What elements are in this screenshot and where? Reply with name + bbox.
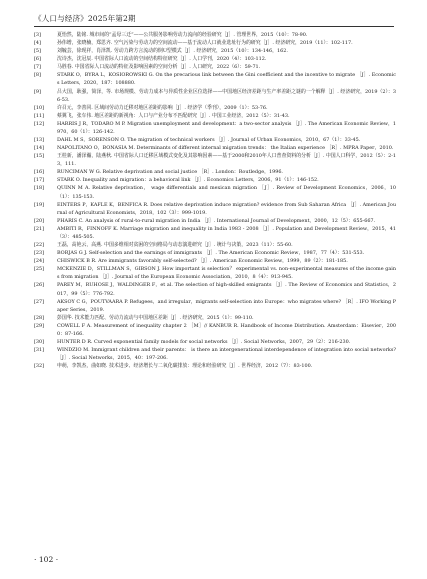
reference-number: [19] [34, 201, 45, 208]
reference-number: [4] [34, 40, 41, 47]
reference-text: HARRIS J R，TODARO M P. Migration unemployment and development：a two-sector analysis ［J］. The American Economic Review，1970，60（1）：126-142. [57, 120, 396, 135]
reference-text: QUINN M A. Relative deprivation， wage differentials and mexican migration ［J］. Review of Development Economics，2006，10（1）：135-153. [57, 185, 396, 200]
reference-text: CHISWICK B R. Are immigrants favorably self-selected? ［J］. American Economic Review，1999，89（2）：181-185. [57, 258, 348, 265]
reference-number: [27] [34, 298, 45, 305]
reference-item [34, 281, 396, 297]
reference-number: [11] [34, 112, 45, 119]
reference-number: [14] [34, 145, 45, 152]
reference-number: [3] [34, 32, 41, 38]
reference-text: 马胜春. 中国省际人口流动的特征及影响因素的空间分析［J］. 人口研究，2022（6）：59-71. [57, 64, 261, 71]
reference-number: [10] [34, 104, 45, 111]
reference-number: [8] [34, 72, 41, 79]
reference-item [34, 338, 396, 346]
reference-text: 蔡翼飞，张车伟. 地区差距的新视角：人口与产业分布不匹配研究［J］. 中国工业经济，2012（5）：31-43. [57, 112, 290, 119]
reference-item [34, 104, 396, 112]
reference-text: 夏怡然，陆铭. 城市间的“孟母三迁”——公共服务影响劳动力流向的经验研究［J］. 管理世界，2015（10）：78-90. [57, 32, 308, 38]
reference-item [34, 144, 396, 152]
reference-item [34, 55, 396, 63]
reference-text: COWELL F A. Measurement of inequality chapter 2 ［M］// KANBUR R. Handbook of Income Distribution. Amsterdam：Elsevier，2000：87-166. [57, 322, 396, 337]
reference-number: [9] [34, 88, 41, 95]
reference-item [34, 184, 396, 200]
reference-text: EINTERS P，KAFLE K，BENFICA R. Does relative deprivation induce migration? evidence from Sub Saharan Africa ［J］. American Journal of Agricultural Economists，2018，102（3）：999-1019. [57, 201, 396, 216]
reference-item [34, 176, 396, 184]
reference-item [34, 120, 396, 136]
reference-number: [32] [34, 363, 45, 370]
reference-item [34, 152, 396, 168]
running-header: 《人口与经济》2025年第2期 [34, 14, 136, 23]
reference-item [34, 47, 396, 55]
reference-number: [21] [34, 225, 45, 232]
reference-text: 王磊，高艳云，高燕. 中国多维相对贫困的空间格局与动态演进研究［J］. 统计与决策，2023（11）：55-60. [57, 242, 293, 249]
reference-text: 刘毓芸，徐现祥，肖泽凯. 劳动力跨方言流动的倒U型模式［J］. 经济研究，2015（10）：134-146，162. [57, 48, 288, 55]
reference-text: 申萌，李凯杰，曲如晓. 技术进步、经济增长与二氧化碳排放：理论和经验研究［J］. 世界经济，2012（7）：83-100. [57, 363, 313, 370]
reference-text: PAREY M，RUHOSE J，WALDINGER F，et al. The selection of high-skilled emigrants ［J］. The Review of Economics and Statistics，2017，99（5）：776-792. [57, 282, 396, 297]
reference-item [34, 225, 396, 241]
reference-text: NAPOLITANO O，BONASIA M. Determinants of different internal migration trends： the Italian experience ［R］. MPRA Paper，2010. [57, 145, 394, 152]
reference-text: 许召元，李善同. 区域间劳动力迁移对地区差距的影响［J］. 经济学（季刊），2009（1）：53-76. [57, 104, 268, 111]
reference-number: [20] [34, 217, 45, 224]
reference-item [34, 63, 396, 71]
reference-text: RUNCIMAN W G. Relative deprivation and social justice ［R］. London：Routledge，1996. [57, 169, 283, 176]
reference-text: AKSOY C G，POUTVAARA P. Refugees，and irregular，migrants self-selection into Europe：who migrates where? ［R］. IFO Working Paper Series，2019. [57, 298, 396, 313]
reference-number: [31] [34, 347, 45, 354]
reference-number: [26] [34, 282, 45, 289]
reference-text: BORJAS G J. Self-selection and the earnings of immigrants ［J］. The American Economic Review，1987，77（4）：531-553. [57, 250, 365, 257]
reference-number: [24] [34, 258, 45, 265]
reference-number: [28] [34, 314, 45, 321]
reference-item [34, 249, 396, 257]
reference-number: [7] [34, 64, 41, 71]
reference-number: [12] [34, 120, 45, 127]
reference-item [34, 241, 396, 249]
reference-item [34, 298, 396, 314]
reference-text: WINDZIO M. Immigrant children and their parents： is there an intergenerational interdependence of integration into social networks? ［J］. Social Networks，2015，40：197-206. [57, 347, 396, 362]
reference-number: [5] [34, 48, 41, 55]
reference-number: [30] [34, 338, 45, 345]
reference-number: [22] [34, 242, 45, 249]
page-number: · 102 · [34, 555, 59, 564]
reference-number: [29] [34, 322, 45, 329]
reference-number: [6] [34, 56, 41, 63]
reference-text: MCKENZIE D，STILLMAN S，GIBSON J. How important is selection？ experimental vs. non-experimental measures of the income gains from migration ［J］. Journal of the European Economic Association，2010，8（4）：913-945. [57, 266, 396, 281]
reference-item [34, 112, 396, 120]
reference-item [34, 168, 396, 176]
reference-number: [25] [34, 266, 45, 273]
reference-list [34, 31, 396, 370]
header-divider [34, 26, 394, 27]
reference-text: 吕大国，耿强，简泽，等. 市场规模、劳动力成本与异质性企业区位选择——中国地区经济差距与生产率差距之谜的一个解释［J］. 经济研究，2019（2）：36-53. [57, 88, 396, 103]
reference-item [34, 217, 396, 225]
reference-text: 彭国华. 技术能力匹配、劳动力流动与中国地区差距［J］. 经济研究，2015（1）：99-110. [57, 314, 254, 321]
reference-item [34, 265, 396, 281]
reference-item [34, 314, 396, 322]
reference-item [34, 88, 396, 104]
reference-text: STARK O，BYRA L，KOSIOROWSKI G. On the precarious link between the Gini coefficient and the incentive to migrate ［J］. Economics Letters，2020，187：108880. [57, 72, 396, 87]
reference-item [34, 362, 396, 370]
reference-number: [13] [34, 137, 45, 144]
reference-number: [17] [34, 177, 45, 184]
reference-item [34, 346, 396, 362]
reference-number: [16] [34, 169, 45, 176]
reference-text: STARK O. Inequality and migration：a behavioral link ［J］. Economics Letters，2006，91（1）：146-152. [57, 177, 319, 184]
reference-item [34, 257, 396, 265]
reference-text: PHARIS C. An analysis of rural-to-rural migration in India ［J］. International Journal of Development，2000，12（5）：655-667. [57, 217, 376, 224]
reference-text: HUNTER D R. Curved exponential family models for social networks ［J］. Social Networks，2007，29（2）：216-230. [57, 338, 351, 345]
reference-item [34, 136, 396, 144]
reference-text: 沈诗杰，沈冠辰. 中国省际人口流动的空间结构特征研究［J］. 人口学刊，2020（4）：103-112. [57, 56, 267, 63]
reference-text: DAHL M S，SORENSON O. The migration of technical workers ［J］. Journal of Urban Economics，2010，67（1）：33-45. [57, 137, 361, 144]
reference-item [34, 31, 396, 39]
reference-item [34, 201, 396, 217]
reference-number: [18] [34, 185, 45, 192]
reference-number: [23] [34, 250, 45, 257]
reference-item [34, 39, 396, 47]
reference-text: AMBITI R，FINNOFF K. Marriage migration and inequality in India 1983 - 2008 ［J］. Population and Development Review，2015，41（3）：485-505. [57, 225, 396, 240]
reference-item [34, 322, 396, 338]
reference-text: 孙伟增，张晓楠，郑思齐. 空气污染与劳动力的空间流动——基于流动人口就业选址行为的研究［J］. 经济研究，2019（11）：102-117. [57, 40, 353, 47]
reference-number: [15] [34, 153, 45, 160]
reference-text: 王桂新，潘泽瀚，陆燕秋. 中国省际人口迁移区域模式变化及其影响因素——基于2000和2010年人口普查资料的分析［J］. 中国人口科学，2012（5）：2-13，111. [57, 153, 396, 168]
reference-item [34, 71, 396, 87]
